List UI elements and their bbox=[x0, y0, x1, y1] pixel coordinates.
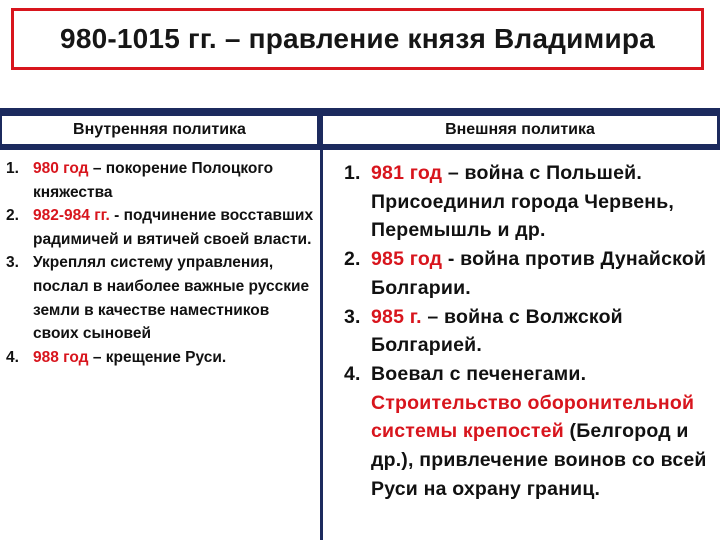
item-number: 1. bbox=[344, 162, 361, 184]
item-number: 3. bbox=[344, 305, 361, 328]
item-date: 981 год bbox=[371, 162, 443, 184]
item-text: Воевал с печенегами. bbox=[371, 362, 587, 385]
list-item bbox=[344, 159, 716, 245]
item-date: 980 год bbox=[33, 160, 89, 177]
item-date: 985 г. bbox=[371, 305, 422, 328]
item-number: 2. bbox=[6, 207, 19, 225]
item-text: Укреплял систему управления, послал в наиболее важные русские земли в качестве наместников своих сыновей bbox=[33, 254, 310, 343]
item-highlight: Строительство оборонительной системы крепостей bbox=[371, 391, 695, 443]
header-external-policy: Внешняя политика bbox=[320, 113, 720, 147]
item-date: 982-984 гг. bbox=[33, 207, 110, 225]
item-date: 985 год bbox=[371, 248, 443, 271]
list-item bbox=[6, 157, 318, 204]
item-text: – война с Польшей. Присоединил города Червень, Перемышль и др. bbox=[371, 162, 675, 242]
list-item bbox=[344, 360, 716, 504]
item-text-continued: (Белгород и др.), привлечение воинов со всей Руси на охрану границ. bbox=[371, 420, 707, 500]
list-item bbox=[344, 303, 716, 360]
item-text: – покорение Полоцкого княжества bbox=[33, 160, 274, 201]
list-item bbox=[6, 346, 318, 370]
item-date: 988 год bbox=[33, 348, 89, 366]
item-text: – крещение Руси. bbox=[88, 348, 227, 366]
item-number: 1. bbox=[6, 160, 19, 177]
external-policy-list bbox=[344, 159, 716, 503]
internal-policy-list bbox=[6, 157, 318, 369]
list-item bbox=[6, 251, 318, 345]
item-number: 4. bbox=[6, 348, 19, 366]
item-text: – война с Волжской Болгарией. bbox=[371, 305, 623, 357]
item-number: 4. bbox=[344, 362, 361, 385]
item-text: - подчинение восставших радимичей и вятичей своей власти. bbox=[33, 207, 314, 248]
item-number: 3. bbox=[6, 254, 19, 272]
page-title: 980-1015 гг. – правление князя Владимира bbox=[60, 23, 655, 54]
title-box bbox=[11, 8, 704, 70]
list-item bbox=[6, 204, 318, 251]
list-item bbox=[344, 245, 716, 302]
column-divider bbox=[320, 147, 323, 540]
header-bottom-border bbox=[0, 147, 720, 150]
item-text: - война против Дунайской Болгарии. bbox=[371, 248, 707, 299]
header-internal-policy: Внутренняя политика bbox=[0, 113, 320, 147]
item-number: 2. bbox=[344, 248, 361, 271]
